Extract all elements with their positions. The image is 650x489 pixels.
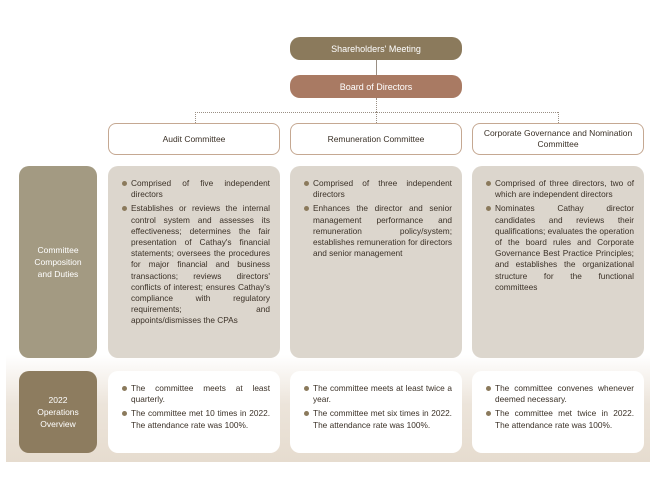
connector-remuneration xyxy=(376,112,377,123)
remuneration-duties-card xyxy=(290,166,462,358)
governance-duty-item: Comprised of three directors, two of which are independent directors xyxy=(486,178,634,200)
remuneration-duty-item: Enhances the director and senior management performance and remuneration policy/system; establishes remuneration for directors and senior management xyxy=(304,203,452,259)
governance-operations-card xyxy=(472,371,644,453)
shareholders-meeting-box: Shareholders' Meeting xyxy=(290,37,462,60)
audit-duty-item: Comprised of five independent directors xyxy=(122,178,270,200)
composition-row-label xyxy=(19,166,97,358)
remuneration-operations-card xyxy=(290,371,462,453)
board-of-directors-box: Board of Directors xyxy=(290,75,462,98)
governance-duties-card xyxy=(472,166,644,358)
operations-row-label-text: 2022 Operations Overview xyxy=(37,395,79,429)
audit-duty-item: Establishes or reviews the internal control system and assesses its effectiveness; determines the fair presentation of Cathay's financial statements; oversees the procedures for major financial and business transactions; reviews directors' conflicts of interest; ensures Cathay's compliance with regulatory requirements; and appoints/dismisses the CPAs xyxy=(122,203,270,326)
connector-audit xyxy=(195,112,196,123)
audit-duties-card xyxy=(108,166,280,358)
remuneration-operations-item: The committee meets at least twice a year. xyxy=(304,383,452,405)
audit-operations-item: The committee met 10 times in 2022. The attendance rate was 100%. xyxy=(122,408,270,430)
remuneration-operations-item: The committee met six times in 2022. The attendance rate was 100%. xyxy=(304,408,452,430)
connector-board xyxy=(376,98,377,112)
audit-operations-item: The committee meets at least quarterly. xyxy=(122,383,270,405)
connector-governance xyxy=(558,112,559,123)
remuneration-committee-header: Remuneration Committee xyxy=(290,123,462,155)
governance-duty-item: Nominates Cathay director candidates and reviews their qualifications; evaluates the operation of the board rules and Corporate Governance Best Practice Principles; and establishes the organizational structure for the functional committees xyxy=(486,203,634,293)
audit-operations-card xyxy=(108,371,280,453)
operations-row-label xyxy=(19,371,97,453)
composition-row-label-text: Committee Composition and Duties xyxy=(34,245,82,279)
remuneration-duty-item: Comprised of three independent directors xyxy=(304,178,452,200)
connector-top xyxy=(376,60,377,75)
audit-committee-header: Audit Committee xyxy=(108,123,280,155)
governance-operations-item: The committee met twice in 2022. The attendance rate was 100%. xyxy=(486,408,634,430)
governance-operations-item: The committee convenes whenever deemed necessary. xyxy=(486,383,634,405)
governance-committee-header: Corporate Governance and Nomination Committee xyxy=(472,123,644,155)
